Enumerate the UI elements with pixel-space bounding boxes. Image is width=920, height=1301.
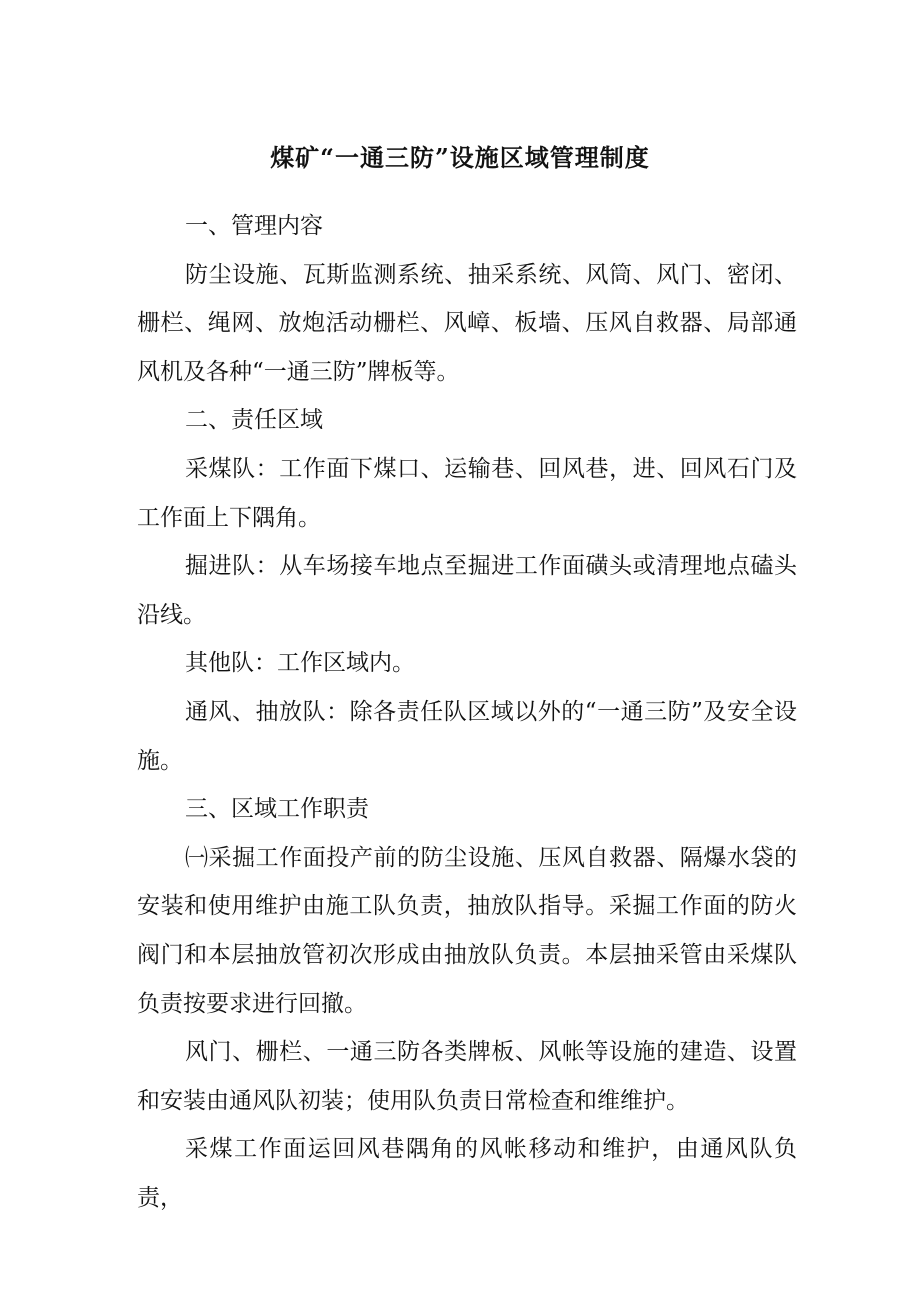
paragraph-excavation-team: 掘进队：从车场接车地点至掘进工作面磺头或清理地点磕头沿线。 — [137, 553, 797, 628]
paragraph-duty-2: 风门、栅栏、一通三防各类牌板、风帐等设施的建造、设置和安装由通风队初装；使用队负责日常检查和维维护。 — [137, 1039, 797, 1114]
section-heading-area-duties: 三、区域工作职责 — [185, 796, 369, 823]
section-heading-management-content: 一、管理内容 — [185, 213, 323, 239]
paragraph-coal-mining-team: 采煤队：工作面下煤口、运输巷、回风巷，进、回风石门及工作面上下隅角。 — [137, 455, 797, 531]
document-body — [137, 202, 797, 1222]
section-heading-responsibility-area: 二、责任区域 — [185, 407, 323, 434]
paragraph-ventilation-team: 通风、抽放队：除各责任队区域以外的“一通三防”及安全设施。 — [137, 698, 797, 774]
paragraph-other-teams: 其他队：工作区域内。 — [185, 650, 415, 677]
paragraph-duty-1: ㈠采掘工作面投产前的防尘设施、压风自救器、隔爆水袋的安装和使用维护由施工队负责，抽放队指导。采掘工作面的防火阀门和本层抽放管初次形成由抽放队负责。本层抽采管由采煤队负责按要求进行回撤。 — [137, 844, 797, 1017]
paragraph-duty-3: 采煤工作面运回风巷隅角的风帐移动和维护，由通风队负责， — [137, 1136, 797, 1211]
paragraph-facility-list: 防尘设施、瓦斯监测系统、抽采系统、风筒、风门、密闭、栅栏、绳网、放炮活动栅栏、风嶂、板墙、压风自救器、局部通风机及各种“一通三防”牌板等。 — [137, 261, 797, 385]
document-title: 煤矿“一通三防”设施区域管理制度 — [270, 143, 650, 172]
